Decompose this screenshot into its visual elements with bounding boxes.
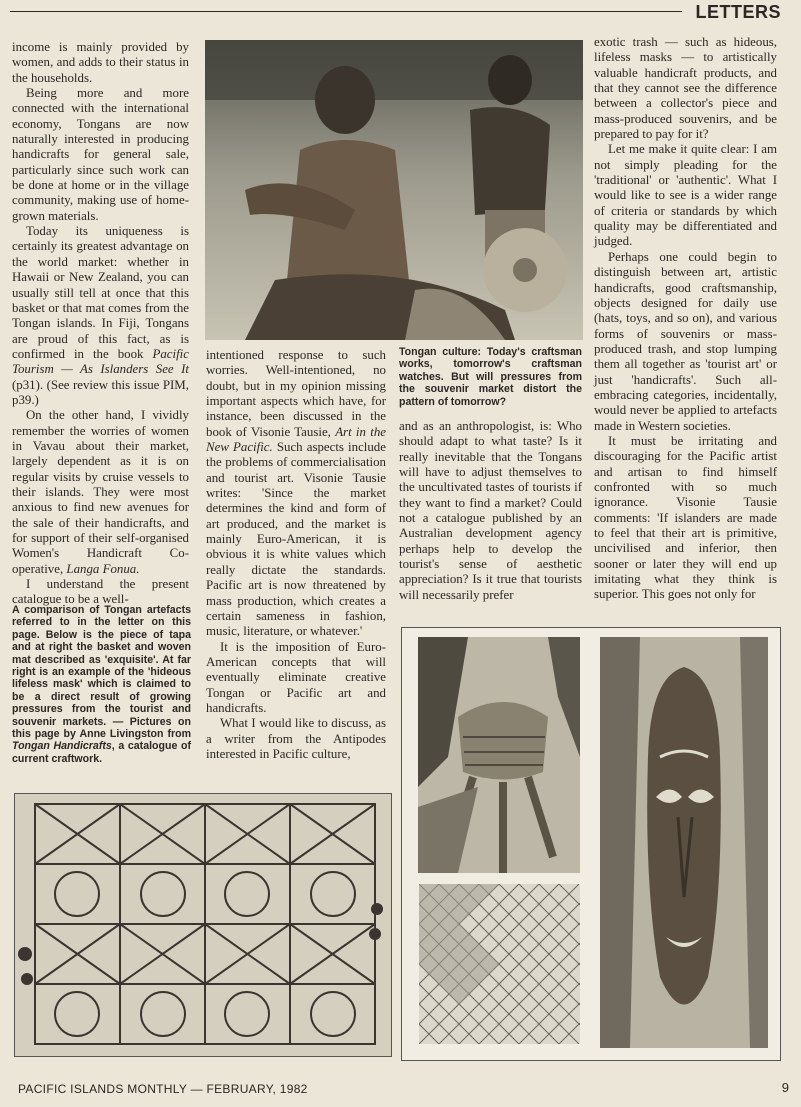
photo-basket	[418, 637, 580, 873]
paragraph: exotic trash — such as hideous, lifeless masks — to artistically valuable handicraft products, and that they cannot see the difference between a collector's piece and mass-produced souvenirs, and be prepared to pay for it?	[594, 35, 777, 142]
text-run: Today its uniqueness is certainly its greatest advantage on the world market: whether in Hawaii or New Zealand, you can usually still tell at once that this basket or that mat comes from the Tongan islands. In Fiji, Tongans are proud of this fact, as is confirmed in the book	[12, 224, 189, 361]
book-title: Art in the New Pacific.	[206, 424, 386, 455]
text-run: On the other hand, I vividly remember the worries of women in Vavau about their market, largely dependent as it is on regular visits by cruise vessels to their islands. They were most anxious to find new avenues for the sale of their handicrafts, and for support of their self-organised Women's Handicraft Co-operative,	[12, 408, 189, 576]
photo-mask	[600, 637, 768, 1048]
photo-woven-mat	[419, 884, 580, 1044]
paragraph: It is the imposition of Euro-American concepts that will eventually eliminate creative Tongan or Pacific art and handicrafts.	[206, 639, 386, 715]
caption-text: A comparison of Tongan artefacts referred to in the letter on this page. Below is the piece of tapa and at right the basket and woven mat described as 'exquisite'. At far right is an example of the 'hideous lifeless mask' which is claimed to be a direct result of growing pressures from the tourist and souvenir markets. — Pictures on this page by Anne Livingston from	[12, 604, 191, 741]
caption-text: , a catalogue of current craftwork.	[12, 740, 191, 765]
paragraph: I understand the present catalogue to be a well-	[12, 577, 189, 607]
article-column-1	[12, 40, 189, 608]
header-rule	[10, 11, 682, 12]
paragraph: and as an anthropologist, is: Who should adapt to what taste? Is it really inevitable that the Tongans will have to adjust themselves to the uncultivated tastes of tourists if they want to find a market? Could not a catalogue published by an Australian development agency perhaps help to develop the tourist's sense of aesthetic appreciation? Is it true that tourists will necessarily prefer	[399, 419, 582, 602]
paragraph	[206, 348, 386, 640]
paragraph: Let me make it quite clear: I am not simply pleading for the 'traditional' or 'authentic'. What I would like to see is a wider range of criteria or standards by which quality may be differentiated and judged.	[594, 142, 777, 249]
footer-publication: PACIFIC ISLANDS MONTHLY — FEBRUARY, 1982	[18, 1082, 308, 1096]
photo-caption: Tongan culture: Today's craftsman works, tomorrow's craftsman watches. But will pressures from the souvenir market distort the pattern of tomorrow?	[399, 346, 582, 408]
photo-tapa	[14, 793, 392, 1057]
article-column-4	[594, 35, 777, 603]
article-column-3	[399, 419, 582, 603]
text-run: Such aspects include the problems of commercialisation and tourist art. Visonie Tausie writes: 'Since the market determines the kind and form of art produced, and the market is mainly Euro-American, it is obvious it is white values which really dictate the standards. Pacific art is now threatened by mass production, which creates a certain sameness in fashion, music, literature, or whatever.'	[206, 440, 386, 639]
paragraph: What I would like to discuss, as a writer from the Antipodes interested in Pacific culture,	[206, 716, 386, 761]
paragraph	[12, 408, 189, 577]
paragraph	[12, 224, 189, 408]
page-number: 9	[781, 1080, 789, 1095]
article-column-2	[206, 348, 386, 762]
paragraph: income is mainly provided by women, and adds to their status in the households.	[12, 40, 189, 85]
photo-craftsman	[205, 40, 583, 340]
paragraph: Perhaps one could begin to distinguish between art, artistic handicrafts, good craftsmanship, objects designed for daily use (hats, toys, and so on), and various forms of souvenirs or mass-produced trash, and stop lumping them all together as 'tourist art' or just 'handicrafts'. Such all-embracing categories, incidentally, would never be applied to artefacts made in Western societies.	[594, 249, 777, 433]
cooperative-name: Langa Fonua.	[66, 561, 140, 576]
paragraph: It must be irritating and discouraging for the Pacific artist and artisan to find himself confronted with so much ignorance. Visonie Tausie comments: 'If islanders are made to feel that their art is primitive, uncivilised and inferior, then sooner or later they will end up imitating what they think is superior. This goes not only for	[594, 433, 777, 602]
book-title: Pacific Tourism — As Islanders See It	[12, 346, 189, 377]
text-run: (p31). (See review this issue PIM, p39.)	[12, 377, 189, 407]
section-heading: LETTERS	[695, 2, 781, 22]
comparison-caption	[12, 604, 191, 765]
text-run: intentioned response to such worries. Well-intentioned, no doubt, but in my opinion missing important aspects which have, for instance, been discussed in the book of Visonie Tausie,	[206, 348, 386, 439]
paragraph: Being more and more connected with the international economy, Tongans are now naturally interested in producing handicrafts for general sale, particularly since such work can be done at home or in the village community, making use of home-grown materials.	[12, 86, 189, 223]
catalogue-title: Tongan Handicrafts	[12, 740, 112, 753]
